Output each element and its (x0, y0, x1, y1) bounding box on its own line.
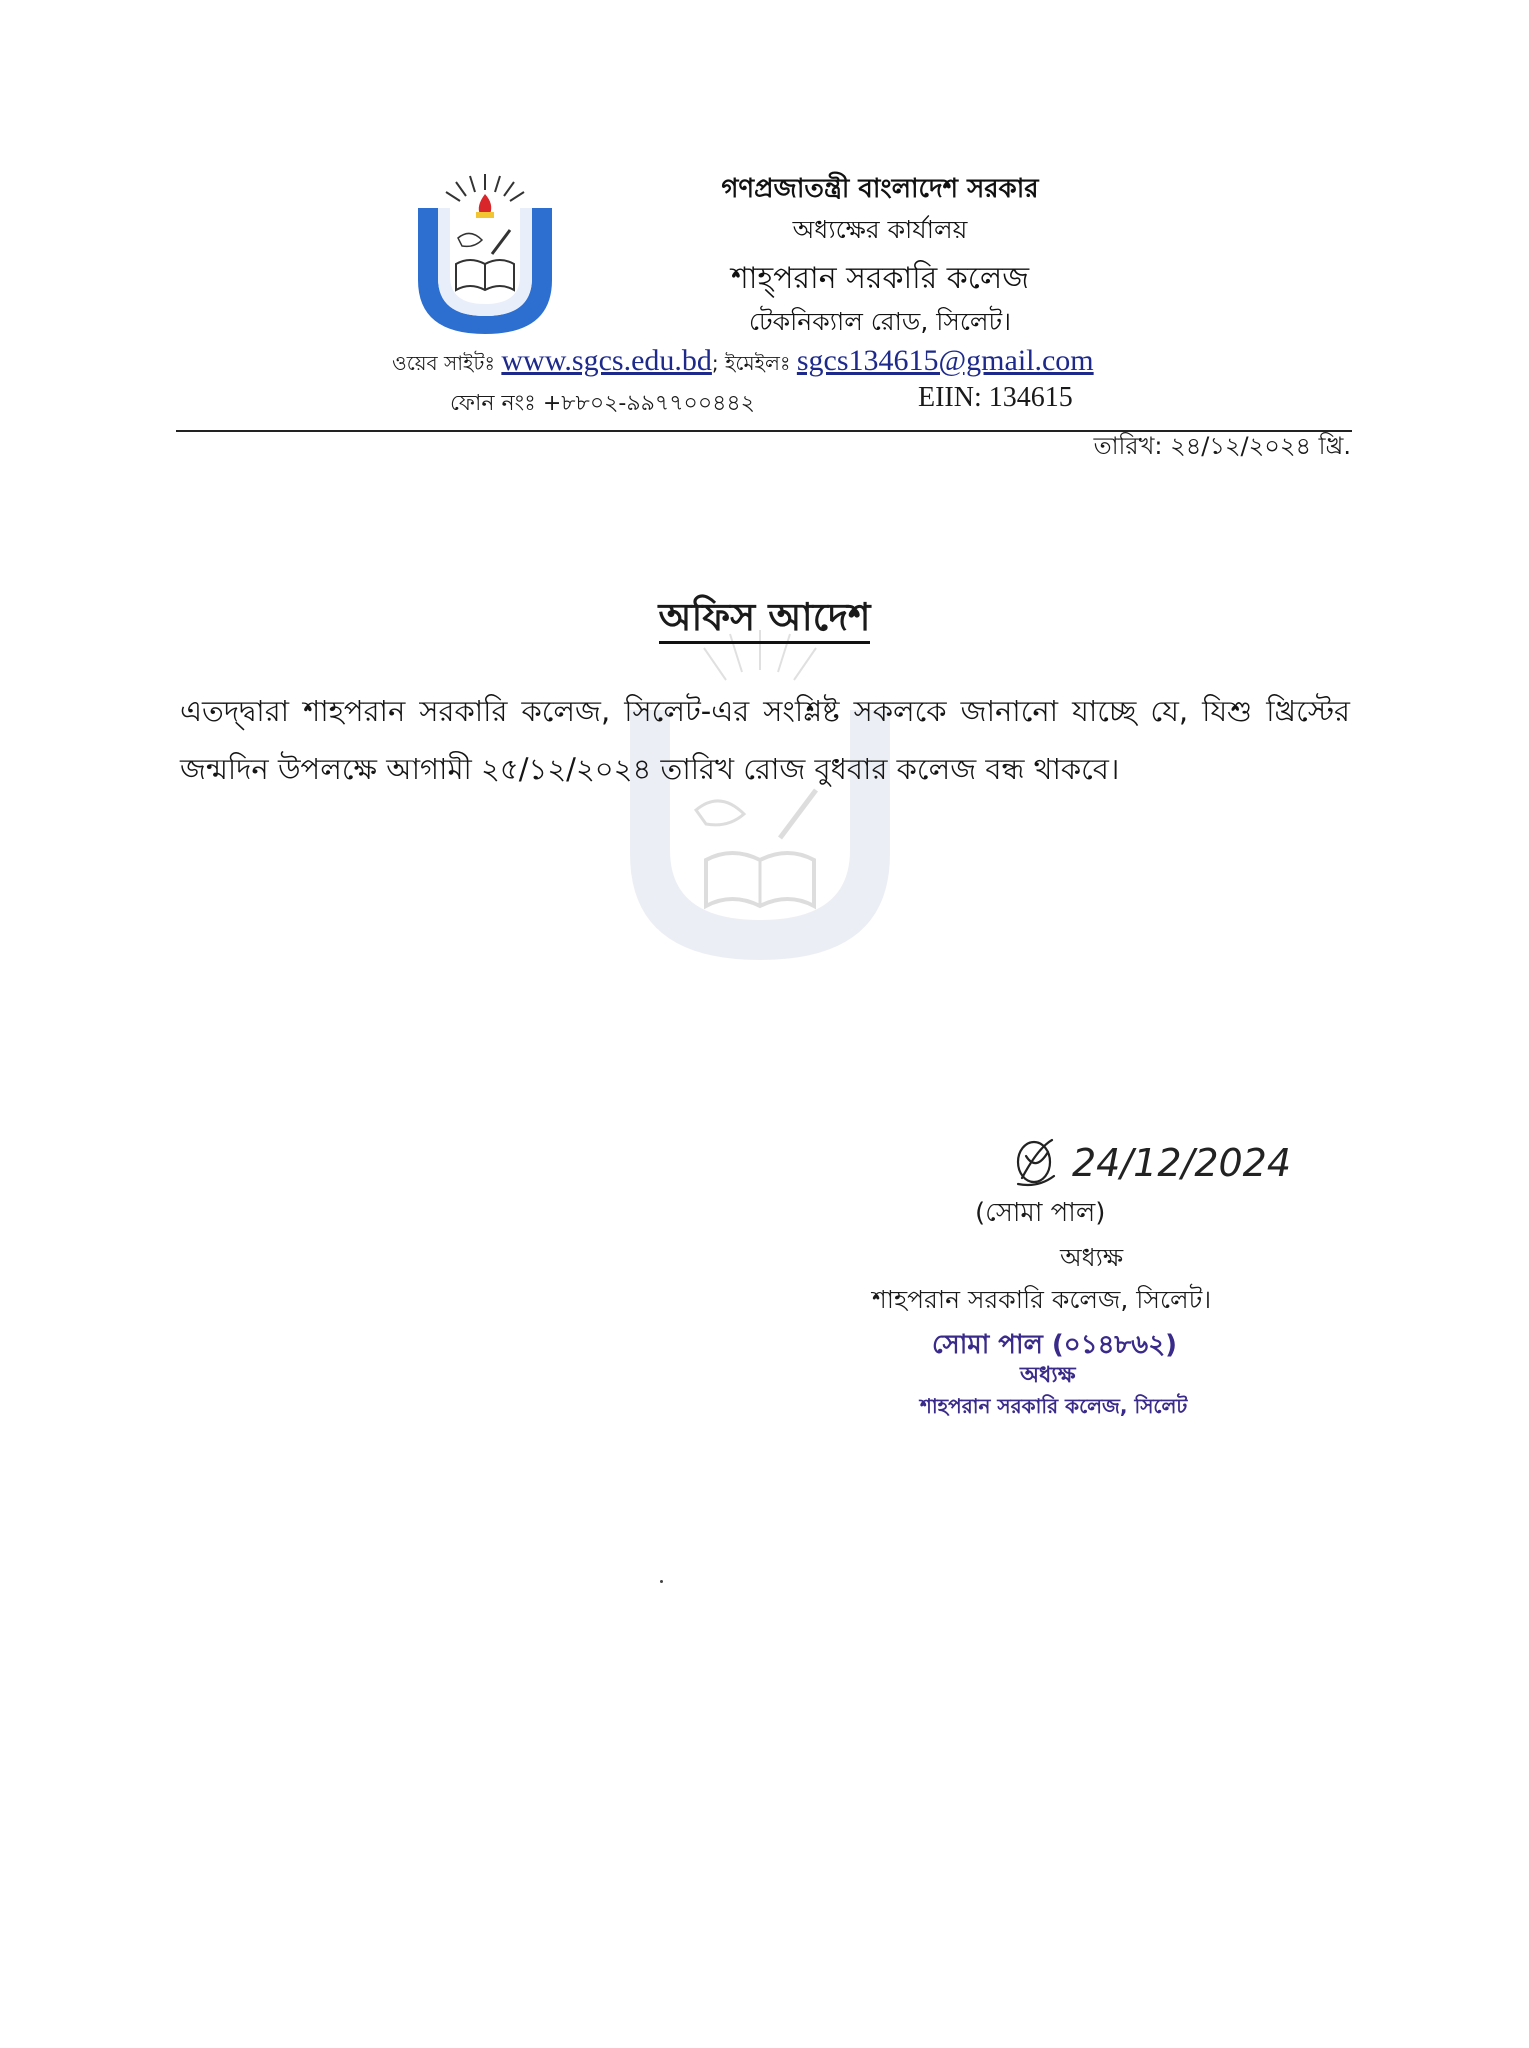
government-title: গণপ্রজাতন্ত্রী বাংলাদেশ সরকার (721, 174, 1039, 204)
order-body: এতদ্দ্বারা শাহপরান সরকারি কলেজ, সিলেট-এর সংশ্লিষ্ট সকলকে জানানো যাচ্ছে যে, যিশু খ্রিস্টের জন্মদিন উপলক্ষে আগামী ২৫/১২/২০২৪ তারিখ রোজ বুধবার কলেজ বন্ধ থাকবে। (180, 694, 1350, 786)
handwritten-signature (1008, 1128, 1298, 1194)
college-name: শাহ্পরান সরকারি কলেজ (730, 261, 1030, 296)
college-address: টেকনিক্যাল রোড, সিলেট। (748, 307, 1012, 336)
handwritten-date: 24/12/2024 (1072, 1141, 1292, 1185)
document-subject (0, 588, 1529, 652)
email-label: ; ইমেইলঃ (711, 351, 797, 375)
phone-number: ফোন নংঃ +৮৮০২-৯৯৭৭০০৪৪২ (450, 391, 755, 416)
signatory-name: (সোমা পাল) (975, 1198, 1106, 1228)
issue-date: তারিখ: ২৪/১২/২০২৪ খ্রি. (1093, 432, 1351, 460)
stamp-name: সোমা পাল (০১৪৮৬২) (932, 1330, 1178, 1360)
website-label: ওয়েব সাইটঃ (392, 351, 502, 375)
contact-row (392, 344, 1094, 382)
office-title: অধ্যক্ষের কার্যালয় (792, 215, 968, 244)
email-link[interactable]: sgcs134615@gmail.com (796, 344, 1094, 377)
stamp-college: শাহপরান সরকারি কলেজ, সিলেট (920, 1394, 1188, 1418)
eiin-number: EIIN: 134615 (918, 382, 1073, 413)
website-link[interactable]: www.sgcs.edu.bd (501, 344, 712, 377)
stamp-title: অধ্যক্ষ (1020, 1363, 1076, 1388)
ink-speck (660, 1580, 663, 1583)
signatory-title: অধ্যক্ষ (1060, 1243, 1124, 1272)
signatory-college: শাহপরান সরকারি কলেজ, সিলেট। (872, 1285, 1212, 1314)
subject-text: অফিস আদেশ (659, 595, 871, 644)
